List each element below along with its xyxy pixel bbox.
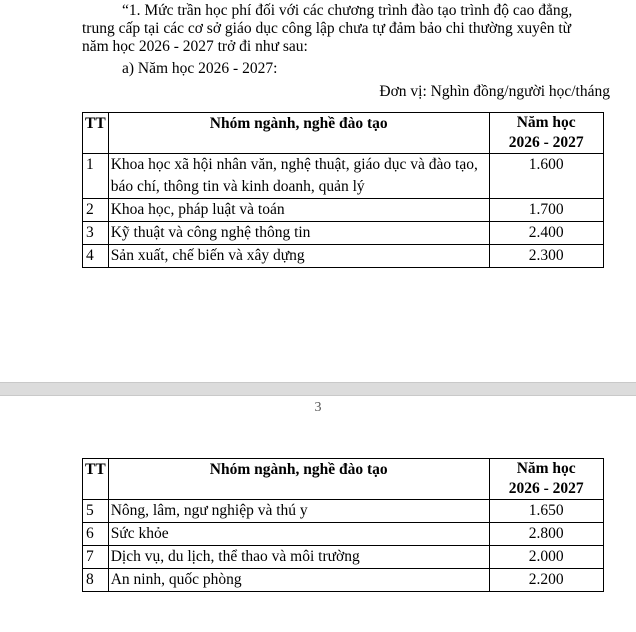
- header-group: Nhóm ngành, nghề đào tạo: [108, 113, 489, 154]
- header-year-line-1: Năm học: [516, 114, 576, 131]
- intro-line-2: trung cấp tại các cơ sở giáo dục công lập chưa tự đảm bảo chi thường xuyên từ: [82, 20, 572, 37]
- table-row: [83, 245, 604, 268]
- table-row: [83, 500, 604, 523]
- row-tt: 7: [83, 546, 109, 569]
- row-value: 2.200: [489, 569, 603, 592]
- row-name: Nông, lâm, ngư nghiệp và thú y: [108, 500, 489, 523]
- row-tt: 6: [83, 523, 109, 546]
- row-tt: 2: [83, 199, 109, 222]
- row-name: Khoa học, pháp luật và toán: [108, 199, 489, 222]
- row-value: 2.000: [489, 546, 603, 569]
- row-value: 2.300: [489, 245, 603, 268]
- header-year: [489, 459, 603, 500]
- row-tt: 3: [83, 222, 109, 245]
- row-name-line-1: Khoa học xã hội nhân văn, nghệ thuật, giáo dục và đào tạo,: [110, 156, 478, 173]
- row-tt: 8: [83, 569, 109, 592]
- table-header-row: [83, 113, 604, 154]
- row-name: [108, 154, 489, 199]
- subheading: a) Năm học 2026 - 2027:: [122, 60, 278, 77]
- row-value: 2.800: [489, 523, 603, 546]
- table-header-row: [83, 459, 604, 500]
- row-name: Sức khỏe: [108, 523, 489, 546]
- row-name-line-2: báo chí, thông tin và kinh doanh, quản lý: [110, 178, 365, 195]
- row-tt: 5: [83, 500, 109, 523]
- header-year-line-2: 2026 - 2027: [508, 480, 584, 497]
- table-row: [83, 222, 604, 245]
- row-value: 1.650: [489, 500, 603, 523]
- intro-line-1: “1. Mức trần học phí đối với các chương trình đào tạo trình độ cao đẳng,: [122, 2, 573, 19]
- header-year: [489, 113, 603, 154]
- table-row: [83, 569, 604, 592]
- row-name: Sản xuất, chế biến và xây dựng: [108, 245, 489, 268]
- row-value: 1.700: [489, 199, 603, 222]
- table-row: [83, 546, 604, 569]
- fee-table-part-1: [82, 112, 604, 268]
- header-tt: TT: [83, 459, 109, 500]
- intro-line-3: năm học 2026 - 2027 trở đi như sau:: [82, 38, 308, 55]
- row-value: 2.400: [489, 222, 603, 245]
- document-page-3: [0, 396, 636, 632]
- row-name: An ninh, quốc phòng: [108, 569, 489, 592]
- table-row: [83, 199, 604, 222]
- unit-label: Đơn vị: Nghìn đồng/người học/tháng: [379, 83, 610, 100]
- row-tt: 1: [83, 154, 109, 199]
- row-name: Dịch vụ, du lịch, thể thao và môi trường: [108, 546, 489, 569]
- row-value: 1.600: [489, 154, 603, 199]
- row-name: Kỹ thuật và công nghệ thông tin: [108, 222, 489, 245]
- header-year-line-1: Năm học: [516, 460, 576, 477]
- header-group: Nhóm ngành, nghề đào tạo: [108, 459, 489, 500]
- header-year-line-2: 2026 - 2027: [508, 134, 584, 151]
- page-number: 3: [314, 400, 322, 415]
- table-row: [83, 154, 604, 199]
- fee-table-part-2: [82, 458, 604, 592]
- header-tt: TT: [83, 113, 109, 154]
- row-tt: 4: [83, 245, 109, 268]
- page-separator: [0, 382, 636, 396]
- table-row: [83, 523, 604, 546]
